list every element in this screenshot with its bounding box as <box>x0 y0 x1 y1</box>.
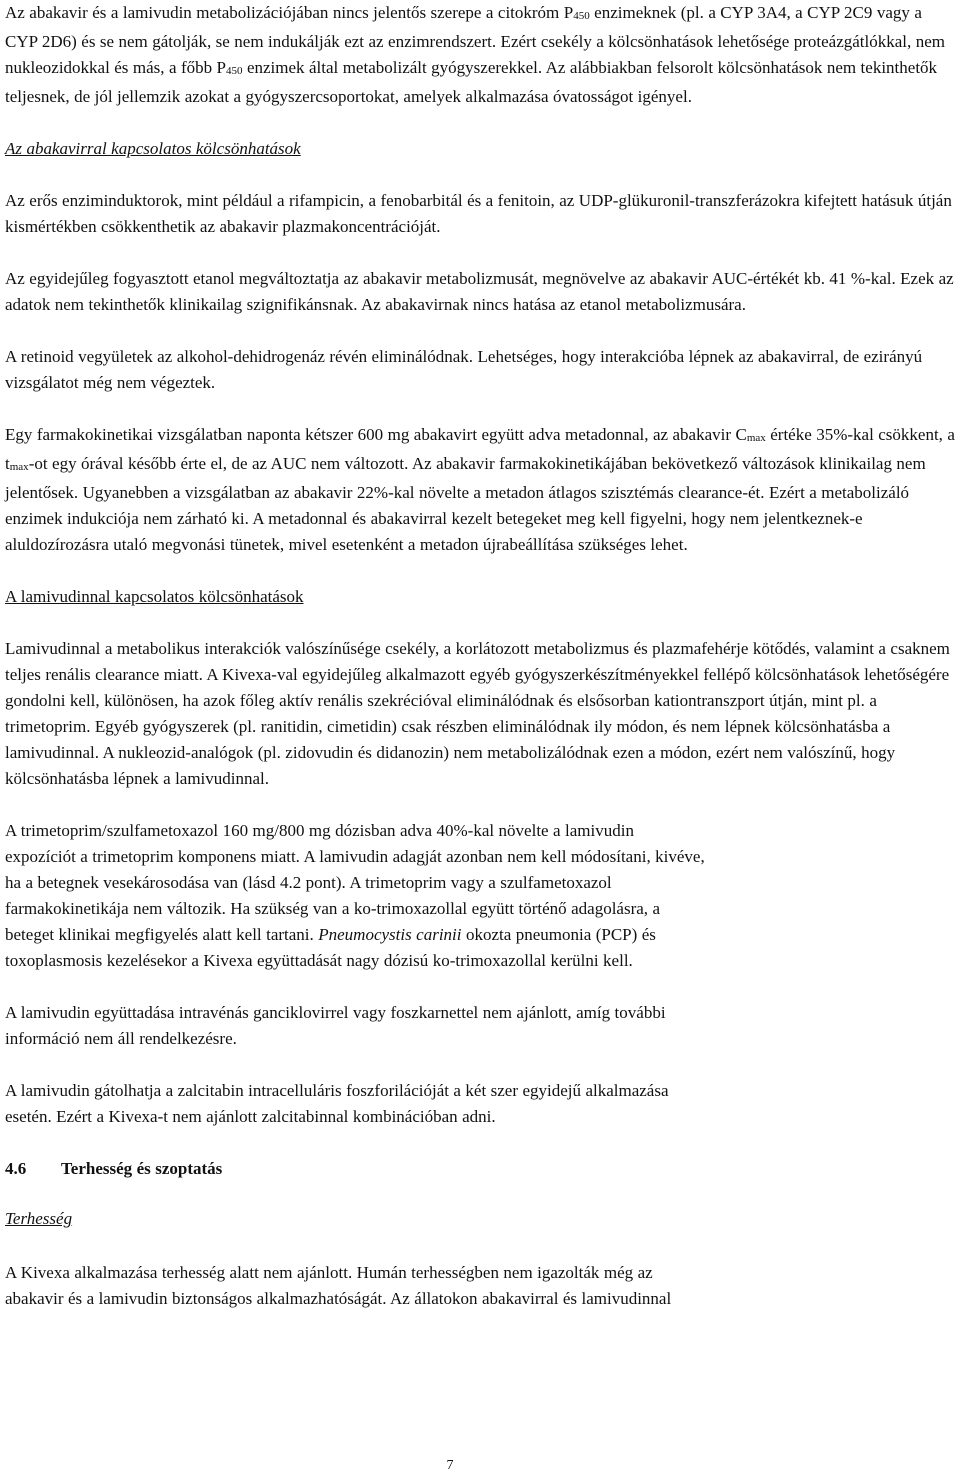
text-line: A Kivexa alkalmazása terhesség alatt nem ajánlott. Humán terhességben nem igazolták még az <box>5 1263 653 1282</box>
subscript-max: max <box>746 432 766 444</box>
paragraph-lamivudine-metabolic: Lamivudinnal a metabolikus interakciók valószínűsége csekély, a korlátozott metabolizmus és plazmafehérje kötődés, valamint a csaknem teljes renális clearance miatt. A Kivexa-val egyidejűleg alkalmazott egyéb gyógyszerkészítményekkel fellépő kölcsönhatások lehetőségére gondolni kell, különösen, ha azok főleg aktív renális szekrécióval eliminálódnak és elsősorban kationtranszport útján, mint pl. a trimetoprim. Egyéb gyógyszerek (pl. ranitidin, cimetidin) csak részben eliminálódnak ily módon, és nem lépnek kölcsönhatásba a lamivudinnal. A nukleozid-analógok (pl. zidovudin és didanozin) nem metabolizálódnak ezen a módon, ezért nem valószínű, hogy kölcsönhatásba lépnek a lamivudinnal. <box>5 639 950 788</box>
text-run: beteget klinikai megfigyelés alatt kell tartani. <box>5 925 319 944</box>
text-run: enzimek által metabolizált gyógyszerekkel. Az alábbiakban felsorolt kölcsönhatások nem tekinthetők teljesnek, de jól jellemzik azokat a gyógyszercsoportokat, amelyek alkalmazása óvatosságot igényel. <box>5 58 938 106</box>
text-line: ha a betegnek vesekárosodása van (lásd 4.2 pont). A trimetoprim vagy a szulfametoxazol <box>5 873 612 892</box>
text-run: okozta pneumonia (PCP) és <box>461 925 656 944</box>
text-line: információ nem áll rendelkezésre. <box>5 1029 237 1048</box>
paragraph-ethanol: Az egyidejűleg fogyasztott etanol megváltoztatja az abakavir metabolizmusát, megnövelve az abakavir AUC-értékét kb. 41 %-kal. Ezek az adatok nem tekinthetők klinikailag szignifikánsnak. Az abakavirnak nincs hatása az etanol metabolizmusára. <box>5 269 954 314</box>
text-line: esetén. Ezért a Kivexa-t nem ajánlott zalcitabinnal kombinációban adni. <box>5 1107 496 1126</box>
section-title: Terhesség és szoptatás <box>61 1159 223 1178</box>
text-line: expozíciót a trimetoprim komponens miatt. A lamivudin adagját azonban nem kell módosítani, kivéve, <box>5 847 705 866</box>
subscript-max: max <box>9 461 29 473</box>
heading-lamivudine-interactions: A lamivudinnal kapcsolatos kölcsönhatások <box>5 587 304 606</box>
text-line: A lamivudin gátolhatja a zalcitabin intracelluláris foszforilációját a két szer egyidejű alkalmazása <box>5 1081 669 1100</box>
document-body <box>5 0 955 1312</box>
text-line: abakavir és a lamivudin biztonságos alkalmazhatóságát. Az állatokon abakavirral és lamivudinnal <box>5 1289 672 1308</box>
paragraph-pregnancy <box>5 1260 955 1312</box>
text-line: farmakokinetikája nem változik. Ha szükség van a ko-trimoxazollal együtt történő adagolásra, a <box>5 899 661 918</box>
paragraph-methadone <box>5 422 955 558</box>
section-heading-4-6 <box>5 1156 955 1182</box>
paragraph-trimethoprim <box>5 818 955 974</box>
text-run: értéke 35%-kal csökkent, a t <box>5 425 955 473</box>
paragraph-zalcitabine <box>5 1078 955 1130</box>
text-run: enzimeknek (pl. a CYP 3A4, a CYP 2C9 vagy a CYP 2D6) és se nem gátolják, se nem indukálják ezt az enzimrendszert. Ezért csekély a kölcsönhatások lehetősége proteázgátlókkal, nem nukleozidokkal és más, a főbb P <box>5 3 945 77</box>
text-run: Az abakavir és a lamivudin metabolizációjában nincs jelentős szerepe a citokróm P <box>5 3 574 22</box>
section-number: 4.6 <box>5 1159 27 1178</box>
paragraph-metabolism-intro <box>5 0 955 110</box>
italic-species-name: Pneumocystis carinii <box>318 925 462 944</box>
paragraph-enzyme-inducers: Az erős enziminduktorok, mint például a rifampicin, a fenobarbitál és a fenitoin, az UDP-glükuronil-transzferázokra kifejtett hatásuk útján kismértékben csökkenthetik az abakavir plazmakoncentrációját. <box>5 191 952 236</box>
heading-pregnancy: Terhesség <box>5 1209 73 1228</box>
paragraph-retinoids: A retinoid vegyületek az alkohol-dehidrogenáz révén eliminálódnak. Lehetséges, hogy interakcióba lépnek az abakavirral, de ezirányú vizsgálatot még nem végeztek. <box>5 347 923 392</box>
subscript-450: 450 <box>226 65 243 77</box>
text-run: -ot egy órával később érte el, de az AUC nem változott. Az abakavir farmakokinetikájában bekövetkező változások klinikailag nem jelentősek. Ugyanebben a vizsgálatban az abakavir 22%-kal növelte a metadon átlagos szisztémás clearance-ét. Ezért a metabolizáló enzimek indukciója nem zárható ki. A metadonnal és abakavirral kezelt betegeket meg kell figyelni, hogy nem jelentkeznek-e aluldozírozásra utaló megvonási tünetek, mivel esetenként a metadon újrabeállítása szükséges lehet. <box>5 454 926 554</box>
paragraph-ganciclovir <box>5 1000 955 1052</box>
text-line: A trimetoprim/szulfametoxazol 160 mg/800 mg dózisban adva 40%-kal növelte a lamivudin <box>5 821 634 840</box>
page-number: 7 <box>446 1458 454 1473</box>
text-line: toxoplasmosis kezelésekor a Kivexa együttadását nagy dózisú ko-trimoxazollal kerülni kell. <box>5 951 633 970</box>
text-run: Egy farmakokinetikai vizsgálatban naponta kétszer 600 mg abakavirt együtt adva metadonnal, az abakavir C <box>5 425 747 444</box>
subscript-450: 450 <box>573 10 590 22</box>
heading-abacavir-interactions: Az abakavirral kapcsolatos kölcsönhatások <box>5 139 301 158</box>
text-line: A lamivudin együttadása intravénás ganciklovirrel vagy foszkarnettel nem ajánlott, amíg további <box>5 1003 666 1022</box>
